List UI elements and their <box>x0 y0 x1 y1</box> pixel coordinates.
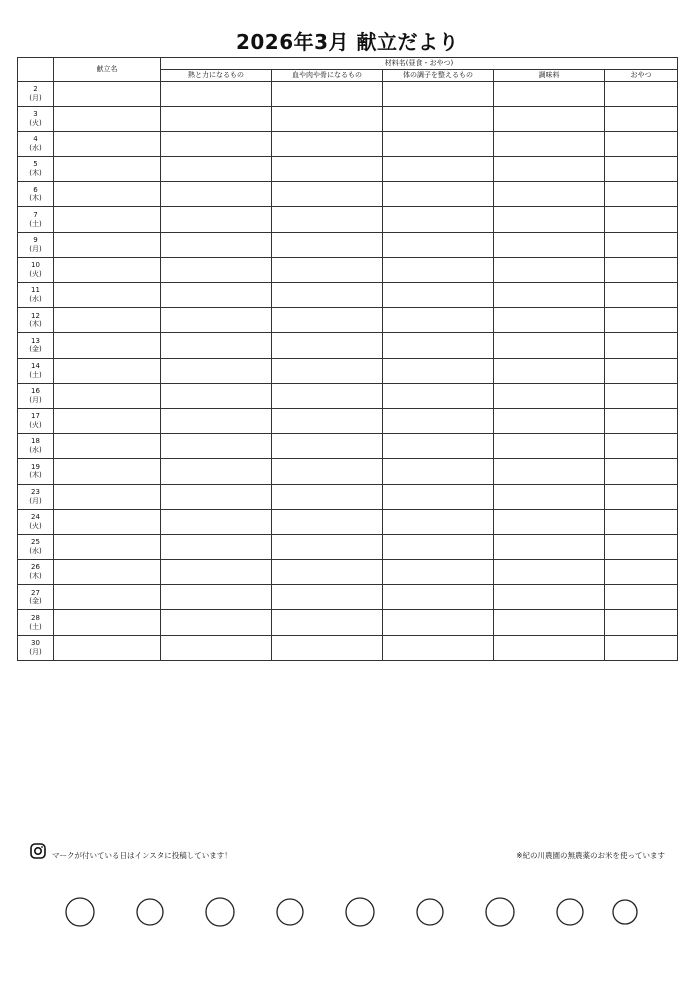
weekday: (金) <box>29 597 42 606</box>
day-cell <box>18 534 54 559</box>
blood-cell <box>272 383 383 408</box>
day-number: 17 <box>31 412 40 421</box>
day-number: 10 <box>31 261 40 270</box>
body-cell <box>383 484 494 509</box>
menu-cell <box>54 484 161 509</box>
menu-cell <box>54 333 161 358</box>
day-number: 27 <box>31 588 40 597</box>
weekday: (水) <box>29 143 42 152</box>
menu-cell <box>54 560 161 585</box>
seasoning-cell <box>494 333 605 358</box>
day-number: 6 <box>33 185 38 194</box>
menu-cell <box>54 585 161 610</box>
day-number: 11 <box>31 286 40 295</box>
body-cell <box>383 408 494 433</box>
snack-cell <box>605 333 678 358</box>
day-cell <box>18 509 54 534</box>
col-menu-header: 献立名 <box>54 58 161 82</box>
energy-cell <box>161 283 272 308</box>
blood-cell <box>272 635 383 660</box>
day-cell <box>18 459 54 484</box>
menu-cell <box>54 459 161 484</box>
day-cell <box>18 157 54 182</box>
day-cell <box>18 610 54 635</box>
day-number: 28 <box>31 613 40 622</box>
weekday: (土) <box>29 370 42 379</box>
weekday: (火) <box>29 521 42 530</box>
blood-cell <box>272 408 383 433</box>
seasoning-cell <box>494 459 605 484</box>
table-row <box>18 635 678 660</box>
body-cell <box>383 232 494 257</box>
energy-cell <box>161 131 272 156</box>
table-row <box>18 434 678 459</box>
blood-cell <box>272 106 383 131</box>
weekday: (木) <box>29 320 42 329</box>
body-cell <box>383 534 494 559</box>
weekday: (土) <box>29 219 42 228</box>
menu-cell <box>54 283 161 308</box>
table-row <box>18 610 678 635</box>
day-number: 19 <box>31 462 40 471</box>
body-cell <box>383 434 494 459</box>
body-cell <box>383 509 494 534</box>
menu-cell <box>54 207 161 232</box>
menu-table <box>17 57 678 661</box>
seasoning-cell <box>494 81 605 106</box>
energy-cell <box>161 81 272 106</box>
col-seasoning-header: 調味料 <box>494 69 605 81</box>
blood-cell <box>272 157 383 182</box>
blood-cell <box>272 434 383 459</box>
seasoning-cell <box>494 610 605 635</box>
instagram-icon <box>30 843 46 859</box>
snack-cell <box>605 509 678 534</box>
snack-cell <box>605 182 678 207</box>
blood-cell <box>272 358 383 383</box>
energy-cell <box>161 434 272 459</box>
table-row <box>18 585 678 610</box>
day-number: 14 <box>31 361 40 370</box>
blood-cell <box>272 131 383 156</box>
menu-cell <box>54 534 161 559</box>
day-cell <box>18 207 54 232</box>
snack-cell <box>605 434 678 459</box>
table-row <box>18 81 678 106</box>
energy-cell <box>161 484 272 509</box>
snack-cell <box>605 408 678 433</box>
weekday: (月) <box>29 93 42 102</box>
day-number: 9 <box>33 235 38 244</box>
day-cell <box>18 383 54 408</box>
blood-cell <box>272 560 383 585</box>
day-number: 4 <box>33 135 38 144</box>
snack-cell <box>605 257 678 282</box>
snack-cell <box>605 308 678 333</box>
blood-cell <box>272 509 383 534</box>
snack-cell <box>605 635 678 660</box>
energy-cell <box>161 383 272 408</box>
menu-cell <box>54 383 161 408</box>
blood-cell <box>272 283 383 308</box>
menu-cell <box>54 232 161 257</box>
body-cell <box>383 207 494 232</box>
seasoning-cell <box>494 408 605 433</box>
day-cell <box>18 106 54 131</box>
page-title: 2026年3月 献立だより <box>235 30 460 54</box>
blood-cell <box>272 182 383 207</box>
menu-cell <box>54 610 161 635</box>
day-number: 23 <box>31 487 40 496</box>
body-cell <box>383 131 494 156</box>
body-cell <box>383 257 494 282</box>
day-cell <box>18 358 54 383</box>
weekday: (月) <box>29 244 42 253</box>
day-cell <box>18 257 54 282</box>
day-cell <box>18 585 54 610</box>
body-cell <box>383 459 494 484</box>
blood-cell <box>272 585 383 610</box>
energy-cell <box>161 257 272 282</box>
body-cell <box>383 333 494 358</box>
blood-cell <box>272 232 383 257</box>
seasoning-cell <box>494 157 605 182</box>
blood-cell <box>272 333 383 358</box>
day-number: 24 <box>31 513 40 522</box>
blood-cell <box>272 81 383 106</box>
day-cell <box>18 484 54 509</box>
table-row <box>18 383 678 408</box>
table-row <box>18 509 678 534</box>
seasoning-cell <box>494 283 605 308</box>
energy-cell <box>161 333 272 358</box>
table-row <box>18 157 678 182</box>
day-cell <box>18 333 54 358</box>
energy-cell <box>161 560 272 585</box>
table-row <box>18 283 678 308</box>
day-number: 3 <box>33 110 38 119</box>
menu-cell <box>54 257 161 282</box>
energy-cell <box>161 635 272 660</box>
seasoning-cell <box>494 509 605 534</box>
body-cell <box>383 383 494 408</box>
day-number: 13 <box>31 336 40 345</box>
body-cell <box>383 283 494 308</box>
snack-cell <box>605 232 678 257</box>
seasoning-cell <box>494 585 605 610</box>
day-cell <box>18 560 54 585</box>
weekday: (火) <box>29 118 42 127</box>
snack-cell <box>605 610 678 635</box>
energy-cell <box>161 610 272 635</box>
seasoning-cell <box>494 560 605 585</box>
col-blood-header: 血や肉や骨になるもの <box>272 69 383 81</box>
weekday: (木) <box>29 169 42 178</box>
seasoning-cell <box>494 308 605 333</box>
seasoning-cell <box>494 257 605 282</box>
energy-cell <box>161 459 272 484</box>
body-cell <box>383 560 494 585</box>
table-row <box>18 207 678 232</box>
day-cell <box>18 635 54 660</box>
body-cell <box>383 106 494 131</box>
snack-cell <box>605 459 678 484</box>
blood-cell <box>272 308 383 333</box>
seasoning-cell <box>494 358 605 383</box>
table-row <box>18 358 678 383</box>
seasoning-cell <box>494 232 605 257</box>
day-cell <box>18 182 54 207</box>
snack-cell <box>605 383 678 408</box>
blood-cell <box>272 610 383 635</box>
day-number: 18 <box>31 437 40 446</box>
table-row <box>18 459 678 484</box>
day-number: 5 <box>33 160 38 169</box>
weekday: (金) <box>29 345 42 354</box>
table-row <box>18 308 678 333</box>
page-header <box>0 22 695 58</box>
seasoning-cell <box>494 106 605 131</box>
menu-cell <box>54 106 161 131</box>
table-row <box>18 232 678 257</box>
seasoning-cell <box>494 635 605 660</box>
table-row <box>18 408 678 433</box>
weekday: (木) <box>29 572 42 581</box>
doodle-icon <box>60 888 640 934</box>
col-body-header: 体の調子を整えるもの <box>383 69 494 81</box>
menu-cell <box>54 308 161 333</box>
table-row <box>18 333 678 358</box>
body-cell <box>383 81 494 106</box>
menu-cell <box>54 509 161 534</box>
blood-cell <box>272 484 383 509</box>
instagram-note: マークが付いている日はインスタに投稿しています！ <box>52 851 232 860</box>
seasoning-cell <box>494 131 605 156</box>
energy-cell <box>161 106 272 131</box>
weekday: (月) <box>29 395 42 404</box>
menu-cell <box>54 434 161 459</box>
snack-cell <box>605 157 678 182</box>
table-row <box>18 182 678 207</box>
weekday: (水) <box>29 546 42 555</box>
table-row <box>18 106 678 131</box>
day-cell <box>18 308 54 333</box>
table-row <box>18 534 678 559</box>
col-snack-header: おやつ <box>605 69 678 81</box>
weekday: (火) <box>29 269 42 278</box>
body-cell <box>383 610 494 635</box>
snack-cell <box>605 131 678 156</box>
menu-cell <box>54 408 161 433</box>
seasoning-cell <box>494 484 605 509</box>
day-number: 26 <box>31 563 40 572</box>
snack-cell <box>605 358 678 383</box>
day-number: 7 <box>33 210 38 219</box>
day-cell <box>18 283 54 308</box>
seasoning-cell <box>494 534 605 559</box>
weekday: (水) <box>29 295 42 304</box>
table-row <box>18 131 678 156</box>
weekday: (月) <box>29 496 42 505</box>
day-number: 2 <box>33 84 38 93</box>
weekday: (火) <box>29 421 42 430</box>
weekday: (木) <box>29 194 42 203</box>
energy-cell <box>161 509 272 534</box>
snack-cell <box>605 560 678 585</box>
energy-cell <box>161 182 272 207</box>
day-cell <box>18 232 54 257</box>
snack-cell <box>605 106 678 131</box>
weekday: (水) <box>29 446 42 455</box>
weekday: (土) <box>29 622 42 631</box>
energy-cell <box>161 585 272 610</box>
rice-note: ※紀の川農園の無農薬のお米を使っています <box>516 851 665 860</box>
energy-cell <box>161 308 272 333</box>
body-cell <box>383 358 494 383</box>
snack-cell <box>605 585 678 610</box>
snack-cell <box>605 207 678 232</box>
seasoning-cell <box>494 383 605 408</box>
snack-cell <box>605 484 678 509</box>
body-cell <box>383 635 494 660</box>
energy-cell <box>161 534 272 559</box>
energy-cell <box>161 157 272 182</box>
body-cell <box>383 308 494 333</box>
day-number: 12 <box>31 311 40 320</box>
blood-cell <box>272 207 383 232</box>
menu-cell <box>54 157 161 182</box>
seasoning-cell <box>494 434 605 459</box>
energy-cell <box>161 358 272 383</box>
weekday: (木) <box>29 471 42 480</box>
day-cell <box>18 434 54 459</box>
body-cell <box>383 585 494 610</box>
blood-cell <box>272 534 383 559</box>
blood-cell <box>272 257 383 282</box>
menu-cell <box>54 81 161 106</box>
col-energy-header: 熱と力になるもの <box>161 69 272 81</box>
energy-cell <box>161 408 272 433</box>
menu-cell <box>54 131 161 156</box>
body-cell <box>383 157 494 182</box>
snack-cell <box>605 81 678 106</box>
menu-cell <box>54 182 161 207</box>
col-ingredients-header: 材料名(昼食・おやつ) <box>161 58 678 70</box>
energy-cell <box>161 207 272 232</box>
snack-cell <box>605 283 678 308</box>
snack-cell <box>605 534 678 559</box>
table-row <box>18 484 678 509</box>
day-number: 25 <box>31 538 40 547</box>
blood-cell <box>272 459 383 484</box>
table-row <box>18 257 678 282</box>
day-cell <box>18 131 54 156</box>
energy-cell <box>161 232 272 257</box>
menu-cell <box>54 635 161 660</box>
day-cell <box>18 81 54 106</box>
weekday: (月) <box>29 647 42 656</box>
day-number: 30 <box>31 638 40 647</box>
day-cell <box>18 408 54 433</box>
table-row <box>18 560 678 585</box>
seasoning-cell <box>494 207 605 232</box>
menu-cell <box>54 358 161 383</box>
day-number: 16 <box>31 387 40 396</box>
seasoning-cell <box>494 182 605 207</box>
body-cell <box>383 182 494 207</box>
